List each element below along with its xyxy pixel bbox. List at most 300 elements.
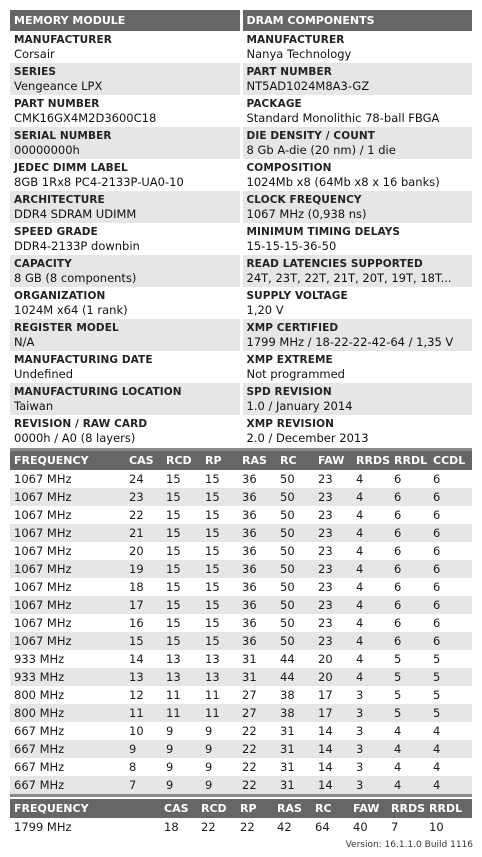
section-divider: [10, 794, 472, 797]
cell-rrdl: 6: [394, 616, 402, 630]
cell-rcd: 15: [162, 524, 201, 542]
cell-rrdl: 4: [394, 760, 402, 774]
cell-rcd: 15: [162, 488, 201, 506]
cell-ras: 22: [242, 724, 257, 738]
cell-rp: 11: [205, 688, 220, 702]
cell-faw: 23: [318, 544, 333, 558]
cell-rc: 38: [276, 704, 314, 722]
column-header-rcd: RCD: [197, 799, 236, 818]
column-header-rrds: RRDS: [352, 451, 390, 470]
cell-cas: 13: [125, 668, 162, 686]
cell-cas: 10: [129, 724, 144, 738]
field-label: REVISION / RAW CARD: [14, 418, 148, 430]
field-label: XMP EXTREME: [246, 354, 333, 366]
field-label: SPEED GRADE: [14, 226, 98, 238]
cell-cas: 23: [125, 488, 162, 506]
field-label: PACKAGE: [246, 98, 302, 110]
field-capacity: [10, 255, 240, 287]
cell-rrdl: 6: [394, 544, 402, 558]
cell-faw: 23: [314, 524, 352, 542]
field-label: MANUFACTURER: [246, 34, 345, 46]
cell-faw: 23: [318, 580, 333, 594]
cell-rcd: 9: [166, 724, 174, 738]
cell-ccdl: 4: [429, 740, 472, 758]
cell-ccdl: 6: [433, 508, 441, 522]
cell-frequency: 933 MHz: [14, 652, 65, 666]
cell-frequency: 1067 MHz: [14, 544, 72, 558]
cell-rc: 50: [276, 488, 314, 506]
cell-faw: 20: [318, 652, 333, 666]
field-value: 1.0 / January 2014: [246, 399, 353, 413]
cell-rp: 13: [201, 668, 238, 686]
table-row: [10, 632, 472, 650]
column-header-rp: RP: [201, 451, 238, 470]
cell-faw: 23: [318, 508, 333, 522]
field-label: ORGANIZATION: [14, 290, 106, 302]
field-serial-number: [10, 127, 240, 159]
cell-cas: 15: [125, 632, 162, 650]
column-header-faw: FAW: [349, 799, 387, 818]
cell-ras: 36: [242, 616, 257, 630]
table-row: [10, 722, 472, 740]
cell-cas: 12: [129, 688, 144, 702]
cell-frequency: 667 MHz: [10, 740, 125, 758]
column-header-ras: RAS: [273, 799, 311, 818]
field-label: PART NUMBER: [14, 98, 100, 110]
cell-rcd: 13: [162, 668, 201, 686]
field-value: N/A: [14, 335, 35, 349]
cell-rcd: 15: [166, 580, 181, 594]
cell-ccdl: 6: [429, 524, 472, 542]
table-row: [10, 596, 472, 614]
cell-rc: 64: [315, 820, 330, 834]
field-label: DIE DENSITY / COUNT: [246, 130, 376, 142]
cell-rc: 50: [276, 560, 314, 578]
memory-module-column: [10, 10, 240, 447]
cell-frequency: 800 MHz: [10, 704, 125, 722]
field-value: 0000h / A0 (8 layers): [14, 431, 136, 445]
cell-rrds: 4: [352, 668, 390, 686]
field-value: 15-15-15-36-50: [246, 239, 337, 253]
cell-rp: 22: [240, 820, 255, 834]
cell-faw: 23: [318, 616, 333, 630]
cell-rp: 11: [201, 704, 238, 722]
cell-ccdl: 6: [429, 632, 472, 650]
field-revision-raw-card: [10, 415, 240, 447]
cell-rcd: 13: [166, 652, 181, 666]
cell-rrdl: 6: [394, 508, 402, 522]
field-label: SUPPLY VOLTAGE: [246, 290, 348, 302]
field-label: CLOCK FREQUENCY: [246, 194, 362, 206]
column-header-frequency: FREQUENCY: [10, 451, 125, 470]
field-label: SERIES: [14, 66, 57, 78]
cell-frequency: 667 MHz: [14, 760, 65, 774]
cell-frequency: 1067 MHz: [14, 580, 72, 594]
cell-rrds: 3: [356, 724, 364, 738]
table-row: [10, 542, 472, 560]
cell-rc: 31: [280, 760, 295, 774]
column-header-cas: CAS: [160, 799, 197, 818]
cell-cas: 17: [125, 596, 162, 614]
field-value: NT5AD1024M8A3-GZ: [246, 79, 370, 93]
cell-rcd: 9: [162, 740, 201, 758]
cell-faw: 20: [314, 668, 352, 686]
cell-rrdl: 6: [390, 524, 429, 542]
cell-frequency: 1067 MHz: [14, 472, 72, 486]
cell-ras: 27: [242, 688, 257, 702]
dram-components-header: DRAM COMPONENTS: [243, 10, 473, 31]
cell-rp: 15: [201, 596, 238, 614]
cell-rrds: 3: [356, 688, 364, 702]
field-label: CAPACITY: [14, 258, 72, 270]
table-row: [10, 704, 472, 722]
frequency-table-header: [10, 451, 472, 470]
cell-ccdl: 4: [433, 724, 441, 738]
cell-frequency: 1799 MHz: [14, 820, 72, 834]
field-label: PART NUMBER: [246, 66, 332, 78]
cell-rp: 15: [201, 560, 238, 578]
cell-rrds: 4: [356, 508, 364, 522]
table-row: [10, 614, 472, 632]
cell-cas: 8: [129, 760, 137, 774]
cell-rcd: 22: [201, 820, 216, 834]
cell-rcd: 15: [162, 560, 201, 578]
field-organization: [10, 287, 240, 319]
column-header-ras: RAS: [238, 451, 276, 470]
cell-ccdl: 5: [433, 652, 441, 666]
cell-rcd: 15: [166, 616, 181, 630]
field-xmp-certified: [243, 319, 473, 351]
field-xmp-extreme: [243, 351, 473, 383]
cell-ccdl: 6: [433, 580, 441, 594]
cell-ccdl: 5: [433, 688, 441, 702]
table-row: [10, 668, 472, 686]
cell-rrds: 4: [352, 524, 390, 542]
column-header-rcd: RCD: [162, 451, 201, 470]
cell-ccdl: 6: [429, 596, 472, 614]
cell-rrds: 4: [356, 472, 364, 486]
cell-ccdl: 6: [433, 616, 441, 630]
cell-frequency: 667 MHz: [14, 724, 65, 738]
field-value: 8 GB (8 components): [14, 271, 137, 285]
field-spd-revision: [243, 383, 473, 415]
column-header-rc: RC: [311, 799, 349, 818]
cell-rcd: 15: [166, 544, 181, 558]
column-header-rrdl: RRDL: [390, 451, 429, 470]
cell-rrds: 4: [356, 652, 364, 666]
field-value: Standard Monolithic 78-ball FBGA: [246, 111, 440, 125]
cell-rrds: 3: [352, 776, 390, 794]
field-value: Vengeance LPX: [14, 79, 103, 93]
xmp-timing-table: [10, 799, 472, 836]
field-label: MINIMUM TIMING DELAYS: [246, 226, 401, 238]
dram-components-column: [243, 10, 473, 447]
table-row: [10, 740, 472, 758]
field-label: MANUFACTURING DATE: [14, 354, 153, 366]
field-value: 1799 MHz / 18-22-22-42-64 / 1,35 V: [246, 335, 454, 349]
cell-faw: 14: [318, 760, 333, 774]
field-jedec-dimm-label: [10, 159, 240, 191]
cell-cas: 21: [125, 524, 162, 542]
cell-rrdl: 5: [390, 668, 429, 686]
cell-frequency: 1067 MHz: [10, 524, 125, 542]
table-row: [10, 686, 472, 704]
field-value: 00000000h: [14, 143, 80, 157]
cell-ccdl: 4: [433, 760, 441, 774]
cell-rrds: 3: [352, 704, 390, 722]
column-header-faw: FAW: [314, 451, 352, 470]
table-row: [10, 524, 472, 542]
cell-rcd: 15: [166, 508, 181, 522]
column-header-frequency: FREQUENCY: [10, 799, 160, 818]
cell-rc: 44: [276, 668, 314, 686]
field-minimum-timing-delays: [243, 223, 473, 255]
cell-ras: 36: [242, 508, 257, 522]
memory-module-header: MEMORY MODULE: [10, 10, 240, 31]
cell-rc: 50: [276, 596, 314, 614]
cell-faw: 14: [318, 724, 333, 738]
cell-rc: 50: [280, 616, 295, 630]
field-label: REGISTER MODEL: [14, 322, 119, 334]
cell-frequency: 1067 MHz: [14, 616, 72, 630]
cell-rrdl: 4: [390, 740, 429, 758]
field-register-model: [10, 319, 240, 351]
cell-rc: 31: [280, 724, 295, 738]
cell-frequency: 1067 MHz: [10, 488, 125, 506]
field-value: 1024M x64 (1 rank): [14, 303, 128, 317]
table-row: [10, 506, 472, 524]
cell-faw: 17: [318, 688, 333, 702]
field-composition: [243, 159, 473, 191]
cell-rrds: 4: [352, 488, 390, 506]
cell-frequency: 933 MHz: [10, 668, 125, 686]
cell-rrdl: 6: [394, 472, 402, 486]
field-part-number: [10, 95, 240, 127]
field-label: READ LATENCIES SUPPORTED: [246, 258, 423, 270]
field-value: 8GB 1Rx8 PC4-2133P-UA0-10: [14, 175, 184, 189]
field-series: [10, 63, 240, 95]
cell-ras: 31: [242, 652, 257, 666]
field-value: DDR4-2133P downbin: [14, 239, 140, 253]
cell-ras: 36: [242, 472, 257, 486]
cell-rrdl: 10: [429, 820, 444, 834]
cell-cas: 18: [129, 580, 144, 594]
cell-rcd: 9: [166, 760, 174, 774]
cell-ras: 36: [238, 632, 276, 650]
field-value: 1024Mb x8 (64Mb x8 x 16 banks): [246, 175, 440, 189]
cell-cas: 7: [125, 776, 162, 794]
cell-faw: 23: [314, 596, 352, 614]
cell-frequency: 1067 MHz: [10, 596, 125, 614]
field-label: MANUFACTURING LOCATION: [14, 386, 182, 398]
cell-ras: 36: [238, 524, 276, 542]
cell-rrds: 3: [356, 760, 364, 774]
field-value: 1067 MHz (0,938 ns): [246, 207, 367, 221]
cell-rrds: 4: [356, 616, 364, 630]
cell-ccdl: 5: [429, 704, 472, 722]
column-header-rp: RP: [236, 799, 273, 818]
field-value: 8 Gb A-die (20 nm) / 1 die: [246, 143, 396, 157]
cell-rcd: 15: [162, 632, 201, 650]
cell-faw: 14: [314, 776, 352, 794]
cell-ras: 42: [277, 820, 292, 834]
cell-ccdl: 6: [433, 544, 441, 558]
xmp-table-header: [10, 799, 472, 818]
cell-ras: 36: [238, 596, 276, 614]
cell-rp: 15: [205, 544, 220, 558]
cell-rc: 44: [280, 652, 295, 666]
field-label: SPD REVISION: [246, 386, 332, 398]
cell-ccdl: 5: [429, 668, 472, 686]
cell-rcd: 15: [162, 596, 201, 614]
field-value: 24T, 23T, 22T, 21T, 20T, 19T, 18T...: [246, 271, 452, 285]
cell-ras: 36: [238, 560, 276, 578]
field-value: Nanya Technology: [246, 47, 352, 61]
cell-ras: 22: [238, 740, 276, 758]
cell-rrdl: 5: [394, 688, 402, 702]
cell-frequency: 1067 MHz: [10, 632, 125, 650]
column-header-rrdl: RRDL: [425, 799, 472, 818]
column-header-rc: RC: [276, 451, 314, 470]
cell-rrdl: 5: [390, 704, 429, 722]
field-value: Not programmed: [246, 367, 345, 381]
cell-cas: 20: [129, 544, 144, 558]
cell-ccdl: 6: [433, 472, 441, 486]
cell-frequency: 667 MHz: [10, 776, 125, 794]
cell-ras: 31: [238, 668, 276, 686]
field-label: ARCHITECTURE: [14, 194, 105, 206]
cell-faw: 23: [314, 632, 352, 650]
cell-frequency: 1067 MHz: [10, 560, 125, 578]
cell-rrds: 3: [352, 740, 390, 758]
cell-faw: 40: [353, 820, 368, 834]
field-value: 1,20 V: [246, 303, 284, 317]
cell-rp: 9: [201, 740, 238, 758]
field-architecture: [10, 191, 240, 223]
field-die-density-count: [243, 127, 473, 159]
cell-cas: 14: [129, 652, 144, 666]
cell-rc: 50: [280, 544, 295, 558]
cell-ras: 27: [238, 704, 276, 722]
field-manufacturer: [10, 31, 240, 63]
field-label: SERIAL NUMBER: [14, 130, 112, 142]
field-clock-frequency: [243, 191, 473, 223]
cell-ccdl: 6: [429, 560, 472, 578]
table-row: [10, 776, 472, 794]
field-xmp-revision: [243, 415, 473, 447]
cell-rcd: 11: [162, 704, 201, 722]
cell-rp: 9: [205, 760, 213, 774]
cell-rrdl: 6: [390, 596, 429, 614]
cell-cas: 16: [129, 616, 144, 630]
field-manufacturing-date: [10, 351, 240, 383]
cell-ras: 22: [238, 776, 276, 794]
cell-ccdl: 4: [429, 776, 472, 794]
table-row: [10, 818, 472, 836]
column-header-rrds: RRDS: [387, 799, 425, 818]
cell-rrds: 7: [391, 820, 399, 834]
field-label: JEDEC DIMM LABEL: [14, 162, 128, 174]
table-row: [10, 470, 472, 488]
cell-rcd: 9: [162, 776, 201, 794]
info-panel: [10, 10, 472, 447]
cell-faw: 14: [314, 740, 352, 758]
field-part-number: [243, 63, 473, 95]
cell-rp: 15: [205, 472, 220, 486]
field-value: CMK16GX4M2D3600C18: [14, 111, 157, 125]
cell-rcd: 15: [166, 472, 181, 486]
field-label: XMP CERTIFIED: [246, 322, 339, 334]
cell-rc: 50: [280, 580, 295, 594]
cell-rp: 13: [205, 652, 220, 666]
cell-rp: 15: [205, 580, 220, 594]
cell-ccdl: 6: [429, 488, 472, 506]
field-read-latencies-supported: [243, 255, 473, 287]
cell-rc: 50: [280, 508, 295, 522]
field-label: COMPOSITION: [246, 162, 332, 174]
field-label: XMP REVISION: [246, 418, 335, 430]
cell-cas: 19: [125, 560, 162, 578]
cell-cas: 9: [125, 740, 162, 758]
cell-rrds: 4: [352, 632, 390, 650]
table-row: [10, 578, 472, 596]
column-header-ccdl: CCDL: [429, 451, 472, 470]
cell-faw: 23: [314, 488, 352, 506]
cell-cas: 11: [125, 704, 162, 722]
cell-cas: 18: [164, 820, 179, 834]
cell-rc: 38: [280, 688, 295, 702]
cell-rrds: 4: [352, 596, 390, 614]
cell-rc: 50: [276, 524, 314, 542]
cell-rrdl: 6: [390, 488, 429, 506]
cell-rrdl: 6: [390, 632, 429, 650]
cell-rp: 15: [201, 632, 238, 650]
version-label: Version: 16.1.1.0 Build 1116: [345, 840, 473, 850]
cell-rrdl: 6: [390, 560, 429, 578]
cell-rp: 15: [205, 616, 220, 630]
cell-ras: 22: [242, 760, 257, 774]
cell-faw: 23: [314, 560, 352, 578]
table-row: [10, 758, 472, 776]
field-value: Undefined: [14, 367, 73, 381]
field-value: Taiwan: [14, 399, 54, 413]
cell-faw: 17: [314, 704, 352, 722]
cell-rc: 31: [276, 740, 314, 758]
cell-ras: 36: [242, 580, 257, 594]
field-value: 2.0 / December 2013: [246, 431, 369, 445]
cell-frequency: 800 MHz: [14, 688, 65, 702]
cell-ras: 36: [238, 488, 276, 506]
field-value: Corsair: [14, 47, 55, 61]
cell-rrds: 4: [356, 580, 364, 594]
field-speed-grade: [10, 223, 240, 255]
cell-rc: 31: [276, 776, 314, 794]
field-package: [243, 95, 473, 127]
field-manufacturer: [243, 31, 473, 63]
cell-rrdl: 4: [394, 724, 402, 738]
field-supply-voltage: [243, 287, 473, 319]
cell-rrdl: 5: [394, 652, 402, 666]
cell-rrdl: 4: [390, 776, 429, 794]
cell-cas: 22: [129, 508, 144, 522]
field-label: MANUFACTURER: [14, 34, 112, 46]
column-header-cas: CAS: [125, 451, 162, 470]
field-manufacturing-location: [10, 383, 240, 415]
table-row: [10, 488, 472, 506]
cell-rp: 15: [205, 508, 220, 522]
field-value: DDR4 SDRAM UDIMM: [14, 207, 137, 221]
cell-rp: 15: [201, 524, 238, 542]
